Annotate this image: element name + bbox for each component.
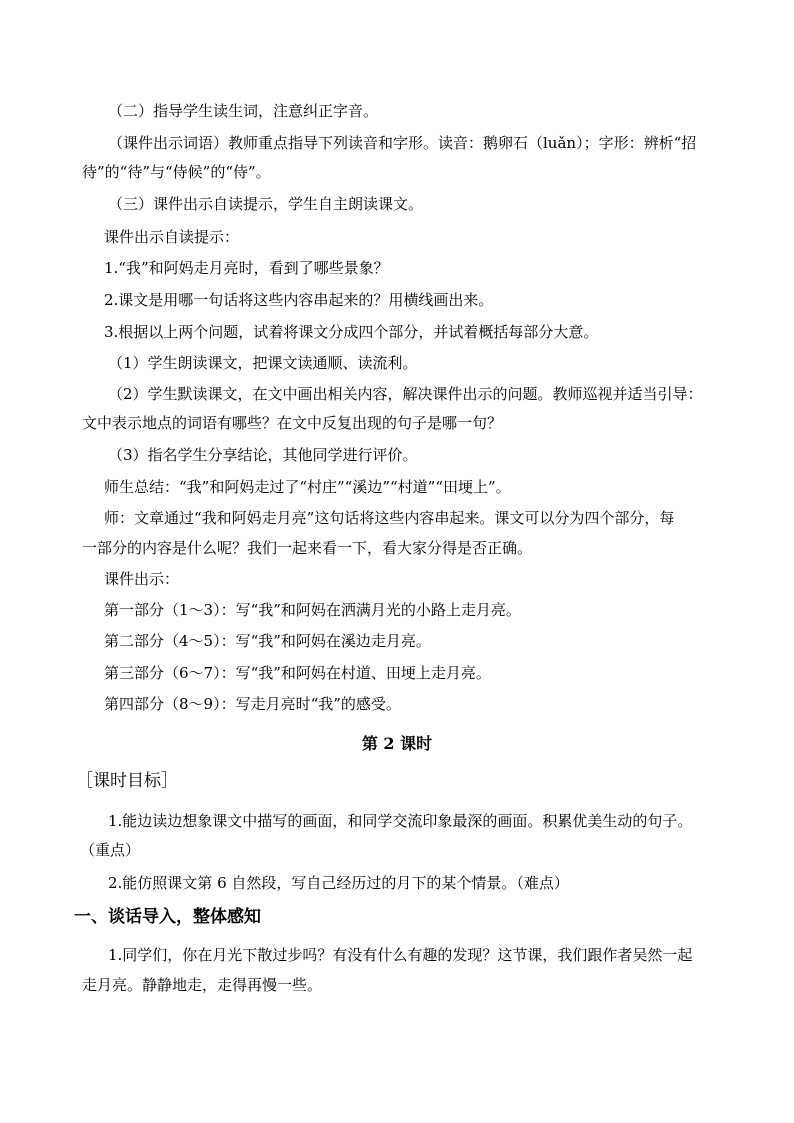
lesson-title: 第 2 课时 <box>361 734 433 753</box>
goal-1-line2: （重点） <box>80 841 141 859</box>
part-4: 第四部分（8～9）：写走月亮时“我”的感受。 <box>104 695 401 713</box>
substep-3: （3）指名学生分享结论，其他同学进行评价。 <box>108 446 418 464</box>
part-2: 第二部分（4～5）：写“我”和阿妈在溪边走月亮。 <box>104 632 431 650</box>
paragraph-step-3: （三）课件出示自读提示，学生自主朗读课文。 <box>108 195 424 213</box>
section-heading-1: 一、谈话导入，整体感知 <box>74 907 261 927</box>
paragraph-step-2: （二）指导学生读生词，注意纠正字音。 <box>108 102 379 120</box>
goals-heading: ［课时目标］ <box>76 771 178 791</box>
paragraph-vocab-line1: （课件出示词语）教师重点指导下列读音和字形。读音：鹅卵石（luǎn）；字形：辨析“招 <box>108 134 697 152</box>
goal-1-line1: 1.能边读边想象课文中描写的画面，和同学交流印象最深的画面。积累优美生动的句子。 <box>108 812 693 830</box>
paragraph-teacher-line1: 师：文章通过“我和阿妈走月亮”这句话将这些内容串起来。课文可以分为四个部分，每 <box>104 509 675 527</box>
substep-2-line1: （2）学生默读课文，在文中画出相关内容，解决课件出示的问题。教师巡视并适当引导： <box>108 385 703 403</box>
prompt-item-2: 2.课文是用哪一句话将这些内容串起来的？用横线画出来。 <box>104 291 494 309</box>
prompt-item-3: 3.根据以上两个问题，试着将课文分成四个部分，并试着概括每部分大意。 <box>104 323 599 341</box>
paragraph-prompt-intro: 课件出示自读提示： <box>104 228 240 246</box>
paragraph-slide-intro: 课件出示： <box>104 570 180 588</box>
paragraph-vocab-line2: 待”的“待”与“侍候”的“侍”。 <box>82 163 271 181</box>
substep-1: （1）学生朗读课文，把课文读通顺、读流利。 <box>108 354 418 372</box>
part-1: 第一部分（1～3）：写“我”和阿妈在洒满月光的小路上走月亮。 <box>104 601 521 619</box>
paragraph-summary: 师生总结：“我”和阿妈走过了“村庄”“溪边”“村道”“田埂上”。 <box>104 478 511 496</box>
prompt-item-1: 1.“我”和阿妈走月亮时，看到了哪些景象？ <box>104 259 389 277</box>
goal-2: 2.能仿照课文第 6 自然段，写自己经历过的月下的某个情景。（难点） <box>108 874 569 892</box>
substep-2-line2: 文中表示地点的词语有哪些？在文中反复出现的句子是哪一句？ <box>82 414 503 432</box>
section-1-para-line1: 1.同学们，你在月光下散过步吗？有没有什么有趣的发现？这节课，我们跟作者吴然一起 <box>108 946 693 964</box>
paragraph-teacher-line2: 一部分的内容是什么呢？我们一起来看一下，看大家分得是否正确。 <box>82 539 533 557</box>
part-3: 第三部分（6～7）：写“我”和阿妈在村道、田埂上走月亮。 <box>104 664 491 682</box>
section-1-para-line2: 走月亮。静静地走，走得再慢一些。 <box>82 976 323 994</box>
